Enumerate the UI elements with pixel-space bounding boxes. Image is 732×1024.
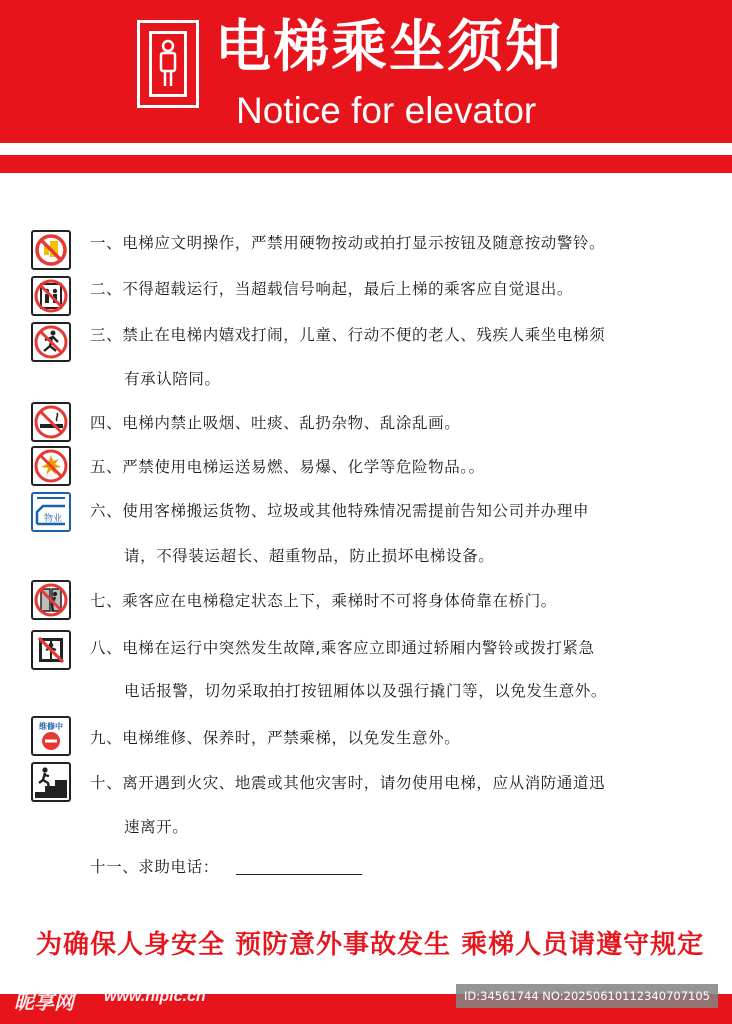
watermark-logo: 昵享网: [14, 990, 74, 1014]
rule-text: 请，不得装运超长、超重物品，防止损坏电梯设备。: [124, 547, 495, 565]
rule-text: 一、电梯应文明操作，严禁用硬物按动或拍打显示按钮及随意按动警铃。: [90, 234, 606, 252]
rule-text: 有承认陪同。: [124, 370, 221, 388]
icon-label: 物业: [43, 514, 63, 524]
no-leaning-on-door-icon: [31, 580, 71, 620]
icon-label: 维修中: [39, 722, 63, 731]
rule-text: 二、不得超载运行，当超载信号响起，最后上梯的乘客应自觉退出。: [90, 280, 574, 298]
no-hard-object-press-icon: [31, 230, 71, 270]
rule-text: 八、电梯在运行中突然发生故障,乘客应立即通过轿厢内警铃或拨打紧急: [90, 639, 595, 657]
rule-text: 电话报警，切勿采取拍打按钮厢体以及强行撬门等，以免发生意外。: [124, 682, 608, 700]
page-subtitle: Notice for elevator: [236, 90, 537, 131]
property-management-icon: [31, 492, 71, 532]
no-hazardous-goods-icon: [31, 446, 71, 486]
rule-text: 五、严禁使用电梯运送易燃、易爆、化学等危险物品。。: [90, 458, 485, 476]
rule-text: 九、电梯维修、保养时，严禁乘梯，以免发生意外。: [90, 729, 461, 747]
watermark-id: ID:34561744 NO:20250610112340707105: [456, 984, 718, 1008]
rule-text: 四、电梯内禁止吸烟、吐痰、乱扔杂物、乱涂乱画。: [90, 414, 461, 432]
help-phone-label: 十一、求助电话：: [90, 858, 219, 876]
use-stairs-icon: [31, 762, 71, 802]
under-maintenance-icon: [31, 716, 71, 756]
header-stripe: [0, 155, 732, 173]
elevator-person-icon: [137, 20, 199, 108]
no-overload-icon: [31, 276, 71, 316]
header-divider: [0, 143, 732, 155]
watermark-url[interactable]: www.nipic.cn: [104, 988, 206, 1005]
no-forcing-door-icon: [31, 630, 71, 670]
rule-text: 十、离开遇到火灾、地震或其他灾害时，请勿使用电梯，应从消防通道迅: [90, 774, 606, 792]
help-phone-blank: [236, 874, 362, 875]
page-title: 电梯乘坐须知: [215, 15, 563, 80]
rule-text: 速离开。: [124, 818, 189, 836]
no-playing-icon: [31, 322, 71, 362]
rule-text: 三、禁止在电梯内嬉戏打闹，儿童、行动不便的老人、残疾人乘坐电梯须: [90, 326, 606, 344]
no-smoking-icon: [31, 402, 71, 442]
safety-slogan: 为确保人身安全 预防意外事故发生 乘梯人员请遵守规定: [36, 930, 705, 960]
rule-text: 七、乘客应在电梯稳定状态上下，乘梯时不可将身体倚靠在桥门。: [90, 592, 557, 610]
header-banner: [0, 0, 732, 143]
rule-text: 六、使用客梯搬运货物、垃圾或其他特殊情况需提前告知公司并办理申: [90, 502, 590, 520]
